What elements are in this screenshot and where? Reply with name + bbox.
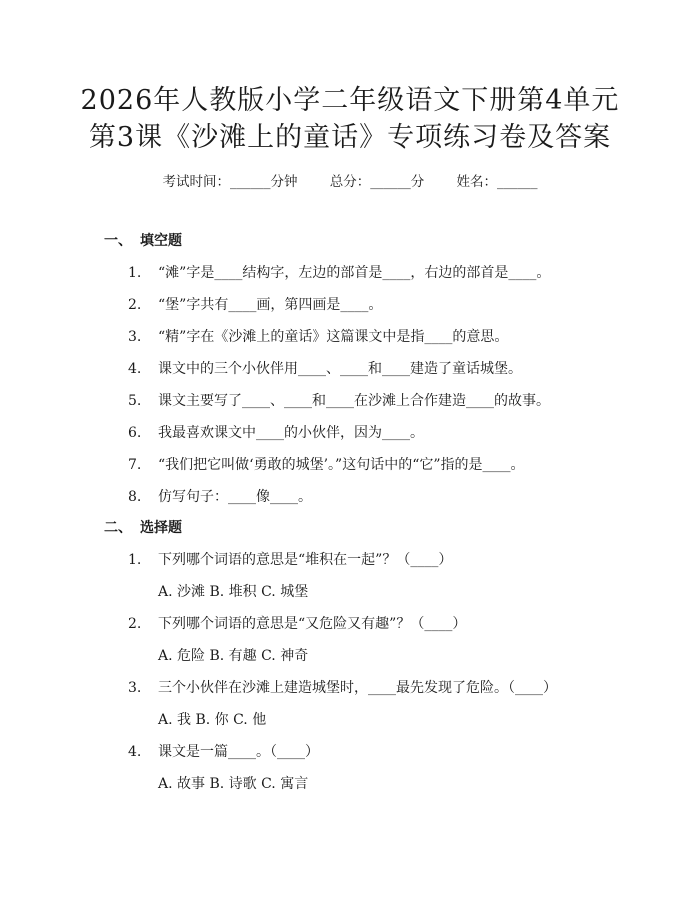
document-title-line-1: 2026年人教版小学二年级语文下册第4单元 (80, 85, 620, 116)
section-title: 选择题 (140, 520, 182, 536)
answer-options: A. 故事 B. 诗歌 C. 寓言 (158, 776, 309, 792)
document-title-line-2: 第3课《沙滩上的童话》专项练习卷及答案 (88, 122, 612, 153)
section-heading-multiple-choice (104, 517, 182, 537)
exam-info-line (0, 170, 700, 190)
question-item: 2. 下列哪个词语的意思是“又危险又有趣”？（____） (128, 616, 467, 632)
question-item: 1. 下列哪个词语的意思是“堆积在一起”？（____） (128, 552, 453, 568)
section-heading-fill-blank (104, 230, 182, 250)
question-item: 3. 三个小伙伴在沙滩上建造城堡时，____最先发现了危险。（____） (128, 680, 557, 696)
answer-options: A. 危险 B. 有趣 C. 神奇 (158, 648, 309, 664)
section-number: 一、 (104, 233, 132, 249)
question-item: 5. 课文主要写了____、____和____在沙滩上合作建造____的故事。 (128, 393, 550, 409)
question-item: 2. “堡”字共有____画，第四画是____。 (128, 297, 383, 313)
total-score: 总分：______分 (329, 174, 425, 190)
question-item: 4. 课文是一篇____。（____） (128, 744, 319, 760)
answer-options: A. 我 B. 你 C. 他 (158, 712, 267, 728)
question-item: 8. 仿写句子：____像____。 (128, 489, 312, 505)
student-name: 姓名：______ (456, 174, 538, 190)
question-item: 1. “滩”字是____结构字，左边的部首是____，右边的部首是____。 (128, 265, 551, 281)
question-item: 4. 课文中的三个小伙伴用____、____和____建造了童话城堡。 (128, 361, 522, 377)
question-item: 3. “精”字在《沙滩上的童话》这篇课文中是指____的意思。 (128, 329, 509, 345)
question-item: 7. “我们把它叫做‘勇敢的城堡’。”这句话中的“它”指的是____。 (128, 457, 525, 473)
exam-time: 考试时间：______分钟 (162, 174, 298, 190)
question-item: 6. 我最喜欢课文中____的小伙伴，因为____。 (128, 425, 424, 441)
section-number: 二、 (104, 520, 132, 536)
section-title: 填空题 (140, 233, 182, 249)
answer-options: A. 沙滩 B. 堆积 C. 城堡 (158, 584, 309, 600)
